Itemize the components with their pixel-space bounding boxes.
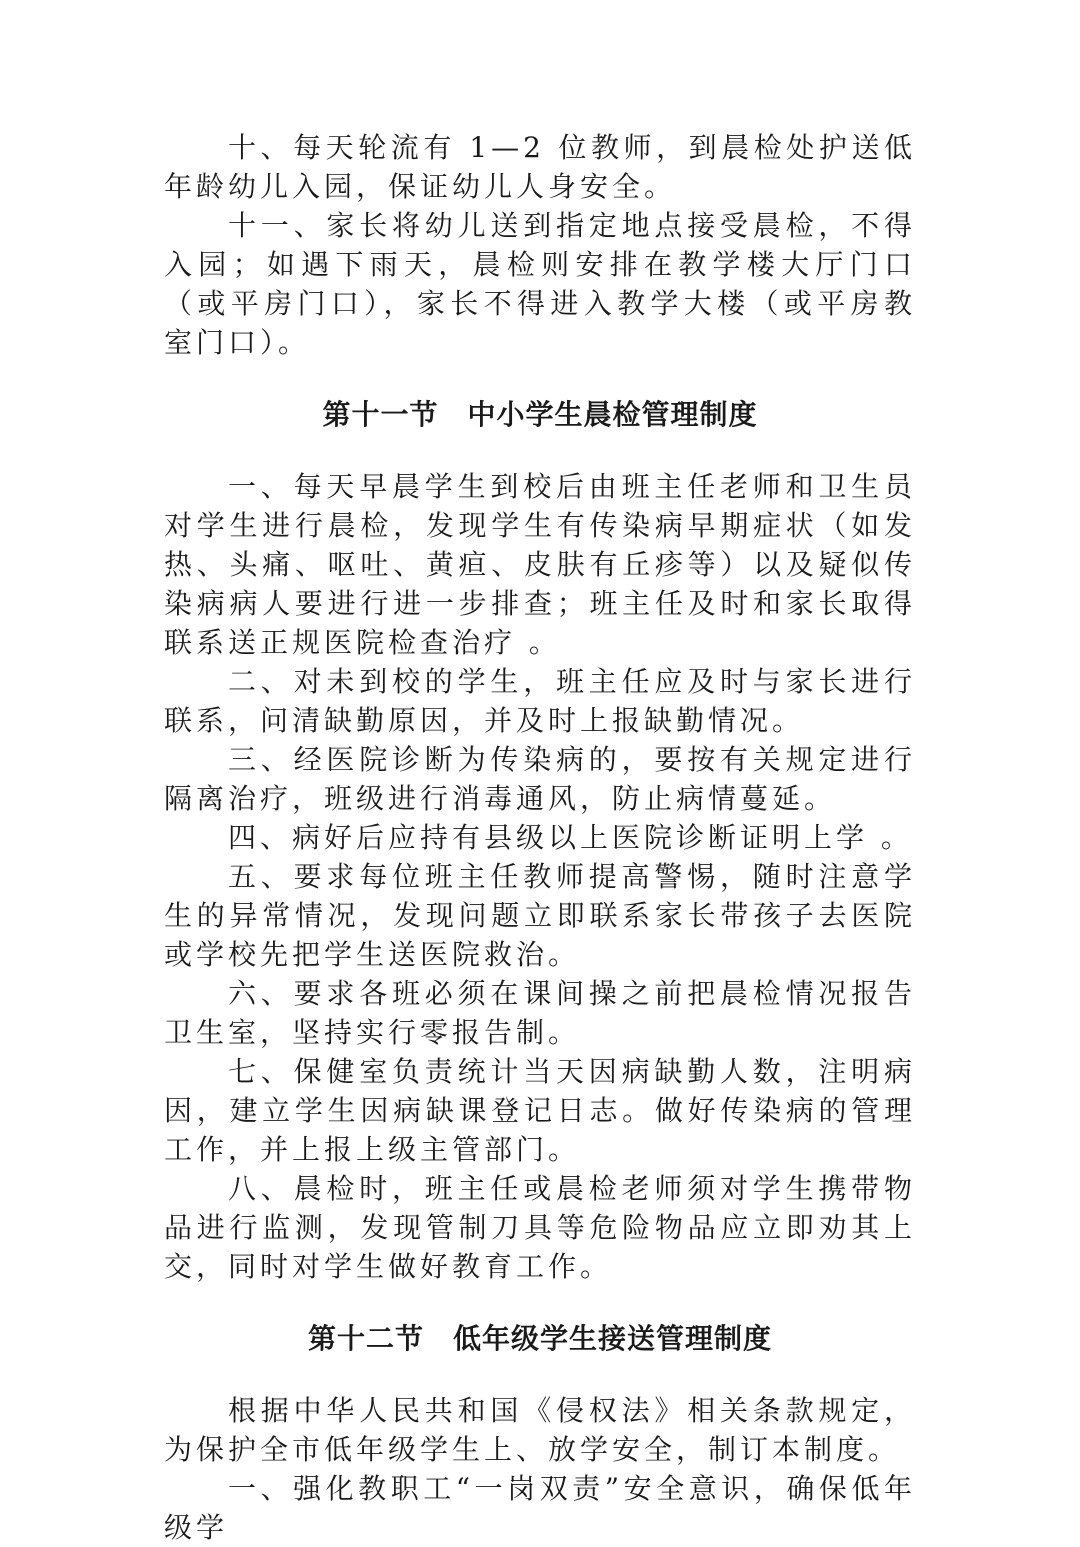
section-11-item-1: 一、每天早晨学生到校后由班主任老师和卫生员对学生进行晨检，发现学生有传染病早期症状（如发热、头痛、呕吐、黄疸、皮肤有丘疹等）以及疑似传染病病人要进行进一步排查；班主任及时和家长取得联系送正规医院检查治疗 。 (164, 470, 916, 659)
section-11-item-2: 二、对未到校的学生，班主任应及时与家长进行联系，问清缺勤原因，并及时上报缺勤情况。 (164, 665, 916, 737)
section-11-item-8: 八、晨检时，班主任或晨检老师须对学生携带物品进行监测，发现管制刀具等危险物品应立即劝其上交，同时对学生做好教育工作。 (164, 1172, 916, 1283)
section-11-item-4: 四、病好后应持有县级以上医院诊断证明上学 。 (228, 821, 913, 854)
section-12-heading: 第十二节 低年级学生接送管理制度 (307, 1322, 772, 1355)
section-12-intro: 根据中华人民共和国《侵权法》相关条款规定，为保护全市低年级学生上、放学安全，制订本制度。 (164, 1394, 916, 1466)
section-11-item-6: 六、要求各班必须在课间操之前把晨检情况报告卫生室，坚持实行零报告制。 (164, 977, 916, 1049)
document-page (164, 128, 916, 1547)
section-11-item-7: 七、保健室负责统计当天因病缺勤人数，注明病因，建立学生因病缺课登记日志。做好传染病的管理工作，并上报上级主管部门。 (164, 1055, 916, 1166)
paragraph-11: 十一、家长将幼儿送到指定地点接受晨检，不得入园；如遇下雨天，晨检则安排在教学楼大厅门口（或平房门口），家长不得进入教学大楼（或平房教室门口）。 (164, 209, 916, 359)
section-11-heading: 第十一节 中小学生晨检管理制度 (322, 398, 758, 431)
section-12-item-1: 一、强化教职工“一岗双责”安全意识，确保低年级学 (164, 1472, 916, 1544)
section-11 (164, 395, 916, 1286)
section-11-item-3: 三、经医院诊断为传染病的，要按有关规定进行隔离治疗，班级进行消毒通风，防止病情蔓延。 (164, 743, 916, 815)
intro-block (164, 128, 916, 362)
section-11-item-5: 五、要求每位班主任教师提高警惕，随时注意学生的异常情况，发现问题立即联系家长带孩子去医院或学校先把学生送医院救治。 (164, 860, 916, 971)
section-12 (164, 1319, 916, 1547)
paragraph-10: 十、每天轮流有 1—2 位教师，到晨检处护送低年龄幼儿入园，保证幼儿人身安全。 (164, 131, 916, 203)
